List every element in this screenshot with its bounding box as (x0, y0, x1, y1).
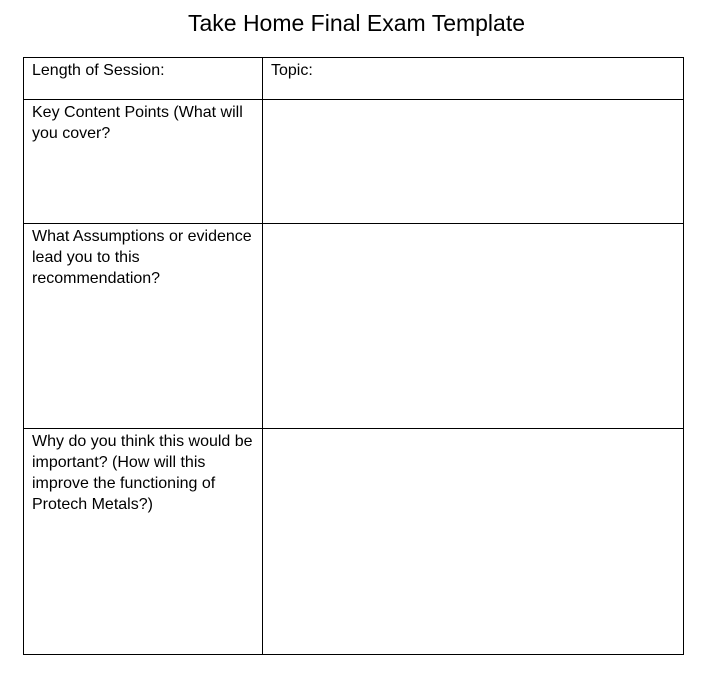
key-content-points-prompt: Key Content Points (What will you cover? (32, 104, 243, 142)
table-row (24, 100, 684, 224)
prompt-cell-assumptions (24, 224, 263, 429)
prompt-cell-importance (24, 429, 263, 655)
prompt-cell-key-content (24, 100, 263, 224)
topic-label: Topic: (271, 62, 313, 79)
answer-cell-importance[interactable] (263, 429, 684, 655)
topic-cell[interactable] (263, 58, 684, 100)
importance-prompt: Why do you think this would be important? (How will this improve the functioning of Protech Metals?) (32, 433, 253, 513)
answer-cell-assumptions[interactable] (263, 224, 684, 429)
assumptions-prompt: What Assumptions or evidence lead you to this recommendation? (32, 228, 252, 287)
exam-template-table (23, 57, 684, 655)
table-row (24, 429, 684, 655)
length-of-session-cell[interactable] (24, 58, 263, 100)
answer-cell-key-content[interactable] (263, 100, 684, 224)
table-row (24, 224, 684, 429)
length-of-session-label: Length of Session: (32, 62, 165, 79)
table-row-header (24, 58, 684, 100)
page-title: Take Home Final Exam Template (187, 10, 526, 36)
